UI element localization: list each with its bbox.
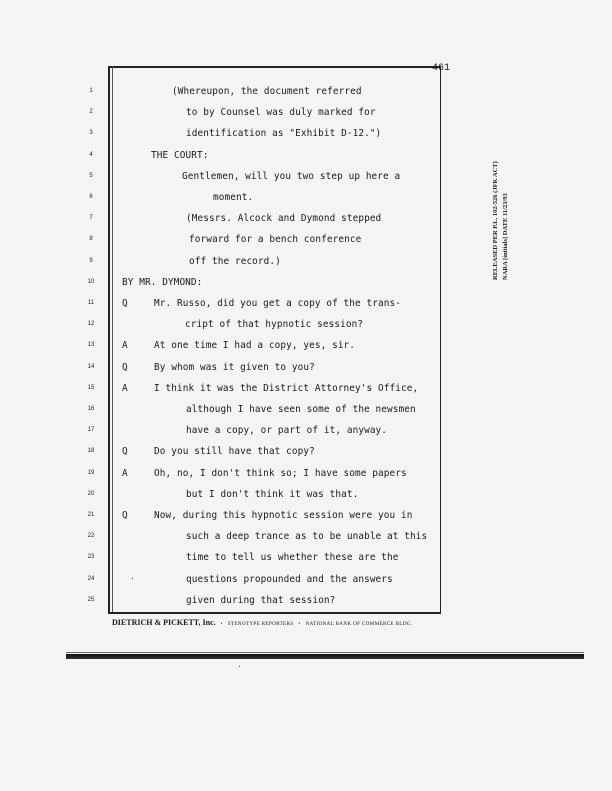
transcript-line: By whom was it given to you? [154,361,315,373]
reporter-footer [112,618,452,627]
firm-name: DIETRICH & PICKETT, Inc. [112,618,216,627]
transcript-line: but I don't think it was that. [186,488,359,500]
transcript-line: Do you still have that copy? [154,446,315,458]
speaker-label: Q [122,361,128,373]
speaker-label: Q [122,446,128,458]
transcript-line: moment. [213,192,254,203]
transcript-line: THE COURT: [151,149,209,161]
stamp-line-1: RELEASED PER P.L. 102-526 (JFK ACT) [492,161,499,280]
transcript-line: off the record.) [189,255,281,267]
line-number: 5 [89,172,93,179]
transcript-line: given during that session? [186,594,336,606]
line-number: 3 [89,130,93,137]
line-number: 23 [87,554,95,561]
transcript-line: forward for a bench conference [189,234,362,246]
footer-rule-thin [66,652,584,653]
footer-bank: NATIONAL BANK OF COMMERCE BLDG. [305,621,413,627]
footer-reporters: STENOTYPE REPORTERS [227,621,294,627]
speaker-label: Q [122,298,128,309]
transcript-line: At one time I had a copy, yes, sir. [154,340,356,352]
transcript-line: time to tell us whether these are the [186,552,399,564]
line-number: 25 [87,596,95,603]
line-number: 12 [87,321,95,328]
line-number: 9 [89,257,93,264]
margin-line [112,66,113,612]
page-number: 461 [432,63,451,74]
stray-mark: · [237,662,242,671]
transcript-line: questions propounded and the answers [186,573,393,585]
line-number: 17 [87,427,95,434]
transcript-line: such a deep trance as to be unable at this [186,531,428,543]
line-number: 14 [87,363,95,370]
footer-rule-thick [66,654,584,659]
line-number: 2 [89,109,93,116]
stray-mark: · [130,574,135,583]
footer-sep-2: • [298,621,301,627]
line-number: 18 [87,448,95,455]
line-number: 20 [87,490,95,497]
speaker-label: A [122,340,128,352]
line-number: 16 [87,406,95,412]
transcript-line: (Whereupon, the document referred [172,86,362,97]
line-number: 21 [87,512,95,518]
line-number: 7 [89,215,93,222]
transcript-line: cript of that hypnotic session? [185,319,364,331]
transcript-line: (Messrs. Alcock and Dymond stepped [186,213,382,225]
transcript-line: identification as "Exhibit D-12.") [186,128,382,140]
transcript-line: Gentlemen, will you two step up here a [182,170,401,182]
line-number: 4 [89,151,93,158]
stamp-line-2: NARA [initials] DATE 11/23/93 [502,193,509,280]
transcript-line: Now, during this hypnotic session were you in [154,510,413,521]
line-number: 11 [87,300,95,306]
transcript-line: Mr. Russo, did you get a copy of the trans- [154,298,402,309]
line-number: 15 [87,384,95,391]
line-number: 1 [89,88,93,94]
transcript-line: although I have seen some of the newsmen [186,404,416,415]
line-number: 8 [89,236,93,243]
line-number: 6 [89,194,93,200]
release-stamp-2 [502,140,518,280]
transcript-line: to by Counsel was duly marked for [186,107,376,119]
line-number: 13 [87,342,95,349]
transcript-line: Oh, no, I don't think so; I have some papers [154,467,407,479]
transcript-line: have a copy, or part of it, anyway. [186,425,388,437]
line-number: 22 [87,533,95,540]
speaker-label: A [122,382,128,394]
line-number: 24 [87,575,95,582]
speaker-label: Q [122,510,128,521]
transcript-line: I think it was the District Attorney's Office, [154,382,419,394]
transcript-line: BY MR. DYMOND: [122,276,203,288]
footer-sep-1: • [220,621,223,627]
line-number: 10 [87,278,95,285]
speaker-label: A [122,467,128,479]
line-number: 19 [87,469,95,476]
